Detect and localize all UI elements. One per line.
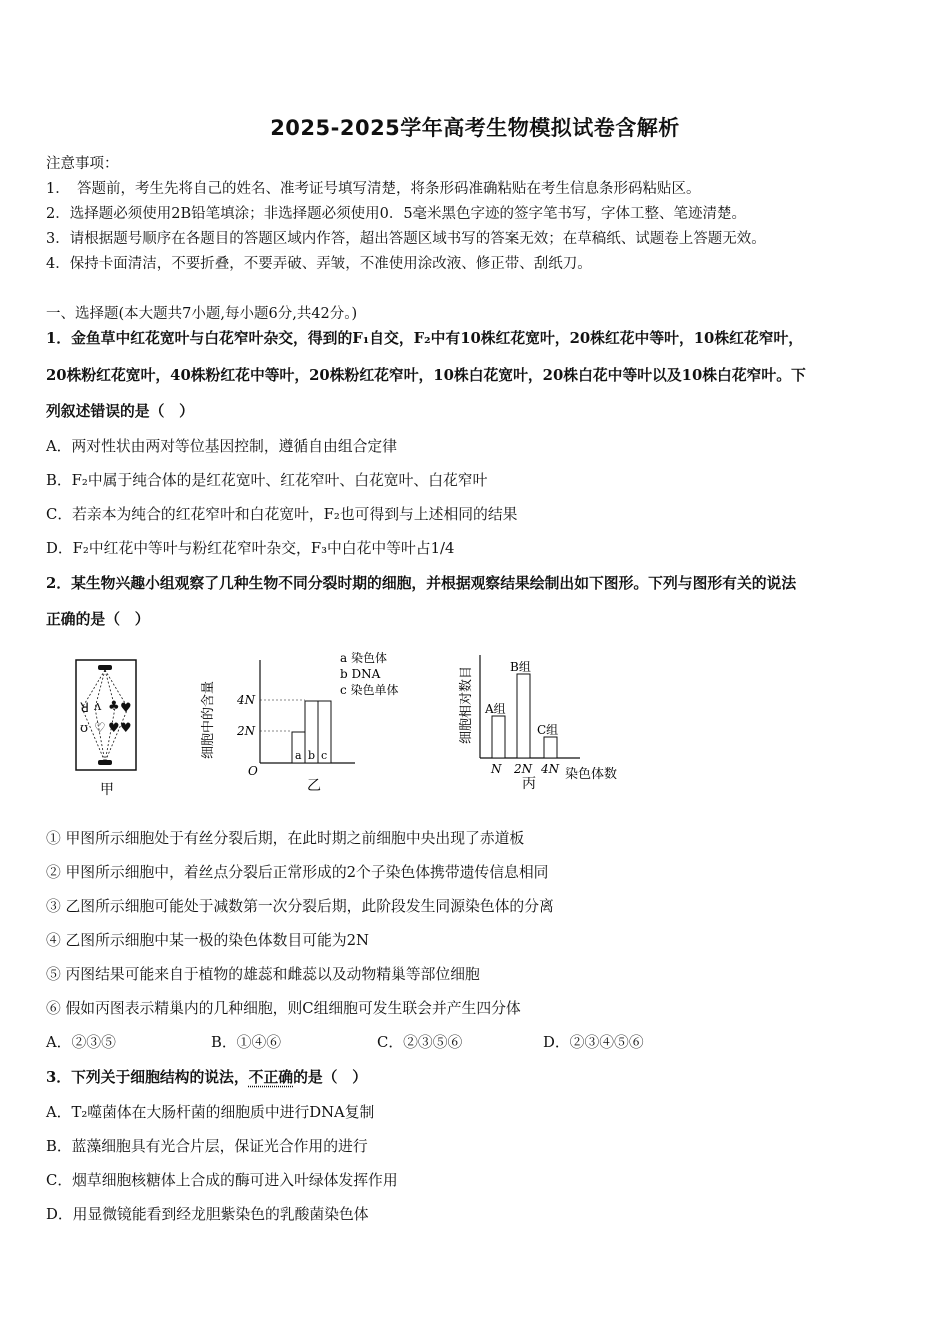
svg-text:♥: ♥: [108, 721, 120, 736]
q2-statement-4: ④ 乙图所示细胞中某一极的染色体数目可能为2N: [46, 932, 370, 949]
bing-group-label-1: A组: [485, 702, 506, 716]
yi-bar-label-c: c: [321, 749, 328, 762]
q2-statement-1: ① 甲图所示细胞处于有丝分裂后期，在此时期之前细胞中央出现了赤道板: [46, 830, 525, 847]
q2-stem-line1: 2．某生物兴趣小组观察了几种生物不同分裂时期的细胞，并根据观察结果绘制出如下图形。下列与图形有关的说法: [46, 575, 797, 592]
yi-tick-2n: 2N: [237, 724, 256, 738]
jia-pole-top: [98, 665, 112, 670]
section-heading: 一、选择题(本大题共7小题,每小题6分,共42分。): [46, 306, 358, 322]
bing-bar-1: [492, 716, 505, 758]
notice-item-3: 3．请根据题号顺序在各题目的答题区域内作答，超出答题区域书写的答案无效；在草稿纸、试题卷上答题无效。: [46, 231, 766, 247]
svg-text:ʊ: ʊ: [80, 721, 89, 736]
bing-label: 丙: [522, 776, 536, 792]
yi-bar-label-b: b: [308, 749, 316, 762]
q3-option-b: B．蓝藻细胞具有光合片层，保证光合作用的进行: [46, 1138, 368, 1155]
q1-option-c: C．若亲本为纯合的红花窄叶和白花宽叶，F₂也可得到与上述相同的结果: [46, 506, 518, 523]
svg-text:♥: ♥: [120, 701, 132, 716]
bing-bar-3: [544, 737, 557, 758]
bing-group-label-2: B组: [510, 660, 531, 674]
svg-text:♥: ♥: [120, 721, 132, 736]
q3-stem-emphasis: 不正确: [248, 1069, 294, 1086]
q2-stem-line2: 正确的是（ ）: [46, 611, 150, 628]
figure-bing: [458, 655, 617, 792]
bing-xlabel: 染色体数: [565, 767, 618, 782]
yi-origin: O: [248, 764, 258, 778]
jia-label: 甲: [100, 782, 114, 798]
yi-label: 乙: [307, 778, 321, 794]
q1-option-b: B．F₂中属于纯合体的是红花宽叶、红花窄叶、白花宽叶、白花窄叶: [46, 472, 488, 489]
figure-jia: [76, 660, 136, 798]
q1-option-d: D．F₂中红花中等叶与粉红花窄叶杂交，F₃中白花中等叶占1/4: [46, 540, 455, 557]
jia-spindle-fibers: [82, 670, 128, 762]
page-title: 2025-2025学年高考生物模拟试卷含解析: [270, 116, 680, 140]
yi-tick-4n: 4N: [237, 693, 256, 707]
notice-heading: 注意事项：: [46, 156, 119, 172]
notice-item-2: 2．选择题必须使用2B铅笔填涂；非选择题必须使用0．5毫米黑色字迹的签字笔书写，字体工整、笔迹清楚。: [46, 206, 747, 222]
yi-legend-b: b DNA: [340, 667, 381, 681]
bing-xtick-4n: 4N: [541, 762, 560, 776]
yi-bar-label-a: a: [295, 749, 302, 762]
svg-text:ʌ: ʌ: [94, 699, 102, 714]
bing-xtick-n: N: [491, 762, 502, 776]
q1-stem-line1: 1．金鱼草中红花宽叶与白花窄叶杂交，得到的F₁自交，F₂中有10株红花宽叶，20株红花中等叶，10株红花窄叶，: [46, 330, 804, 347]
bing-ylabel: 细胞相对数目: [459, 665, 474, 745]
q1-stem-line3: 列叙述错误的是（ ）: [46, 403, 194, 420]
q2-figure: [60, 640, 660, 805]
jia-chromosomes: [80, 699, 132, 736]
bing-group-label-3: C组: [537, 723, 559, 737]
notice-item-1: 1． 答题前，考生先将自己的姓名、准考证号填写清楚，将条形码准确粘贴在考生信息条形码粘贴区。: [46, 181, 701, 197]
yi-legend-c: c 染色单体: [340, 683, 399, 697]
q3-stem: [46, 1066, 367, 1087]
yi-ylabel: 细胞中的含量: [201, 680, 216, 760]
bing-bar-2: [517, 674, 530, 758]
q3-option-c: C．烟草细胞核糖体上合成的酶可进入叶绿体发挥作用: [46, 1172, 398, 1189]
q1-stem-line2: 20株粉红花宽叶，40株粉红花中等叶，20株粉红花窄叶，10株白花宽叶，20株白花中等叶以及10株白花窄叶。下: [46, 367, 806, 384]
notice-item-4: 4．保持卡面清洁，不要折叠，不要弄破、弄皱，不准使用涂改液、修正带、刮纸刀。: [46, 256, 592, 272]
q2-option-a: A．②③⑤: [46, 1034, 116, 1051]
svg-text:♡: ♡: [94, 721, 106, 736]
q3-option-a: A．T₂噬菌体在大肠杆菌的细胞质中进行DNA复制: [46, 1104, 375, 1121]
q2-statement-5: ⑤ 丙图结果可能来自于植物的雄蕊和雌蕊以及动物精巢等部位细胞: [46, 966, 480, 983]
q2-option-c: C．②③⑤⑥: [377, 1034, 463, 1051]
q2-option-b: B．①④⑥: [211, 1034, 282, 1051]
q1-option-a: A．两对性状由两对等位基因控制，遵循自由组合定律: [46, 438, 398, 455]
q2-statement-6: ⑥ 假如丙图表示精巢内的几种细胞，则C组细胞可发生联会并产生四分体: [46, 1000, 521, 1017]
bing-xtick-2n: 2N: [514, 762, 533, 776]
q3-stem-post: 的是（ ）: [293, 1069, 368, 1086]
q2-statement-3: ③ 乙图所示细胞可能处于减数第一次分裂后期，此阶段发生同源染色体的分离: [46, 898, 554, 915]
yi-legend-a: a 染色体: [340, 651, 387, 665]
q2-statement-2: ② 甲图所示细胞中，着丝点分裂后正常形成的2个子染色体携带遗传信息相同: [46, 864, 549, 881]
q3-stem-pre: 3．下列关于细胞结构的说法，: [46, 1069, 249, 1086]
q3-option-d: D．用显微镜能看到经龙胆紫染色的乳酸菌染色体: [46, 1206, 369, 1223]
q2-option-d: D．②③④⑤⑥: [543, 1034, 644, 1051]
svg-text:ꓤ: ꓤ: [80, 701, 90, 716]
figure-yi: [200, 650, 399, 794]
svg-text:♣: ♣: [108, 699, 120, 714]
